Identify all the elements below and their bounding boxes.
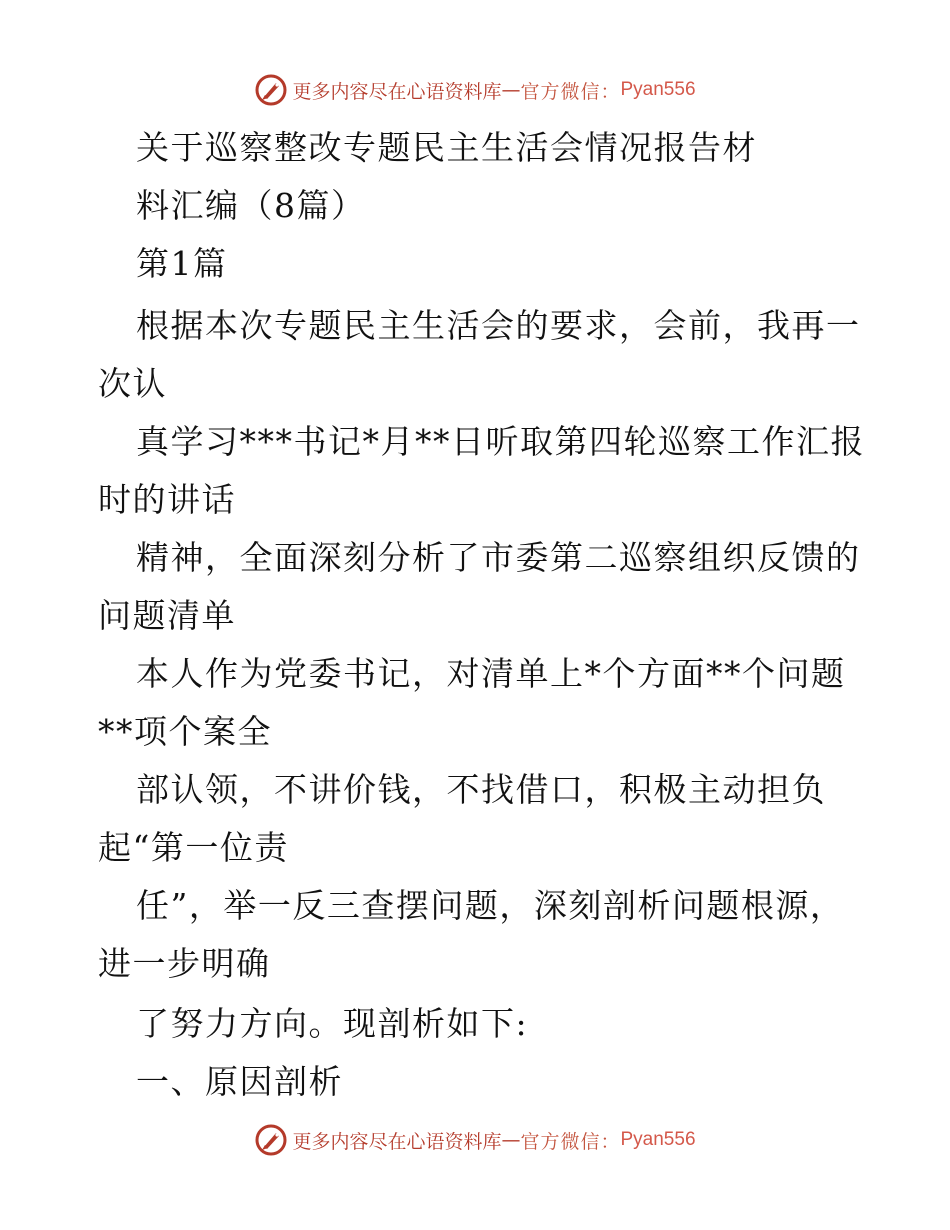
- paragraph-line: 部认领，不讲价钱，不找借口，积极主动担负: [136, 770, 826, 809]
- document-title-line-1: 关于巡察整改专题民主生活会情况报告材: [136, 128, 757, 167]
- paragraph-line: 问题清单: [98, 596, 236, 635]
- paragraph-line: 起“第一位责: [98, 828, 289, 867]
- pen-nib-logo-icon: [254, 73, 288, 107]
- document-title-line-2: 料汇编（8篇）: [136, 186, 366, 225]
- footer-watermark: [0, 1120, 950, 1160]
- paragraph-line: 本人作为党委书记，对清单上*个方面**个问题: [136, 654, 846, 693]
- watermark-wechat-label: 官方微信：: [520, 80, 621, 103]
- paragraph-line: 次认: [98, 364, 167, 403]
- paragraph-line: **项个案全: [98, 712, 272, 751]
- paragraph-line: 精神，全面深刻分析了市委第二巡察组织反馈的: [136, 538, 861, 577]
- watermark-wechat-id: Pyan556: [620, 1129, 696, 1150]
- header-watermark: [0, 70, 950, 110]
- part-heading: 第1篇: [136, 244, 228, 283]
- paragraph-line: 根据本次专题民主生活会的要求，会前，我再一: [136, 306, 861, 345]
- watermark-wechat-label: 官方微信：: [520, 1130, 621, 1153]
- paragraph-line: 了努力方向。现剖析如下:: [136, 1004, 529, 1043]
- paragraph-line: 时的讲话: [98, 480, 236, 519]
- pen-nib-logo-icon: [254, 1123, 288, 1157]
- watermark-dash: —: [501, 1129, 521, 1151]
- watermark-dash: —: [501, 79, 521, 101]
- paragraph-line: 任”，举一反三查摆问题，深刻剖析问题根源，: [136, 886, 845, 925]
- watermark-brand: 更多内容尽在心语资料库: [292, 1130, 502, 1153]
- watermark-wechat-id: Pyan556: [620, 79, 696, 100]
- section-heading: 一、原因剖析: [136, 1062, 343, 1101]
- paragraph-line: 真学习***书记*月**日听取第四轮巡察工作汇报: [136, 422, 865, 461]
- watermark-brand: 更多内容尽在心语资料库: [292, 80, 502, 103]
- paragraph-line: 进一步明确: [98, 944, 271, 983]
